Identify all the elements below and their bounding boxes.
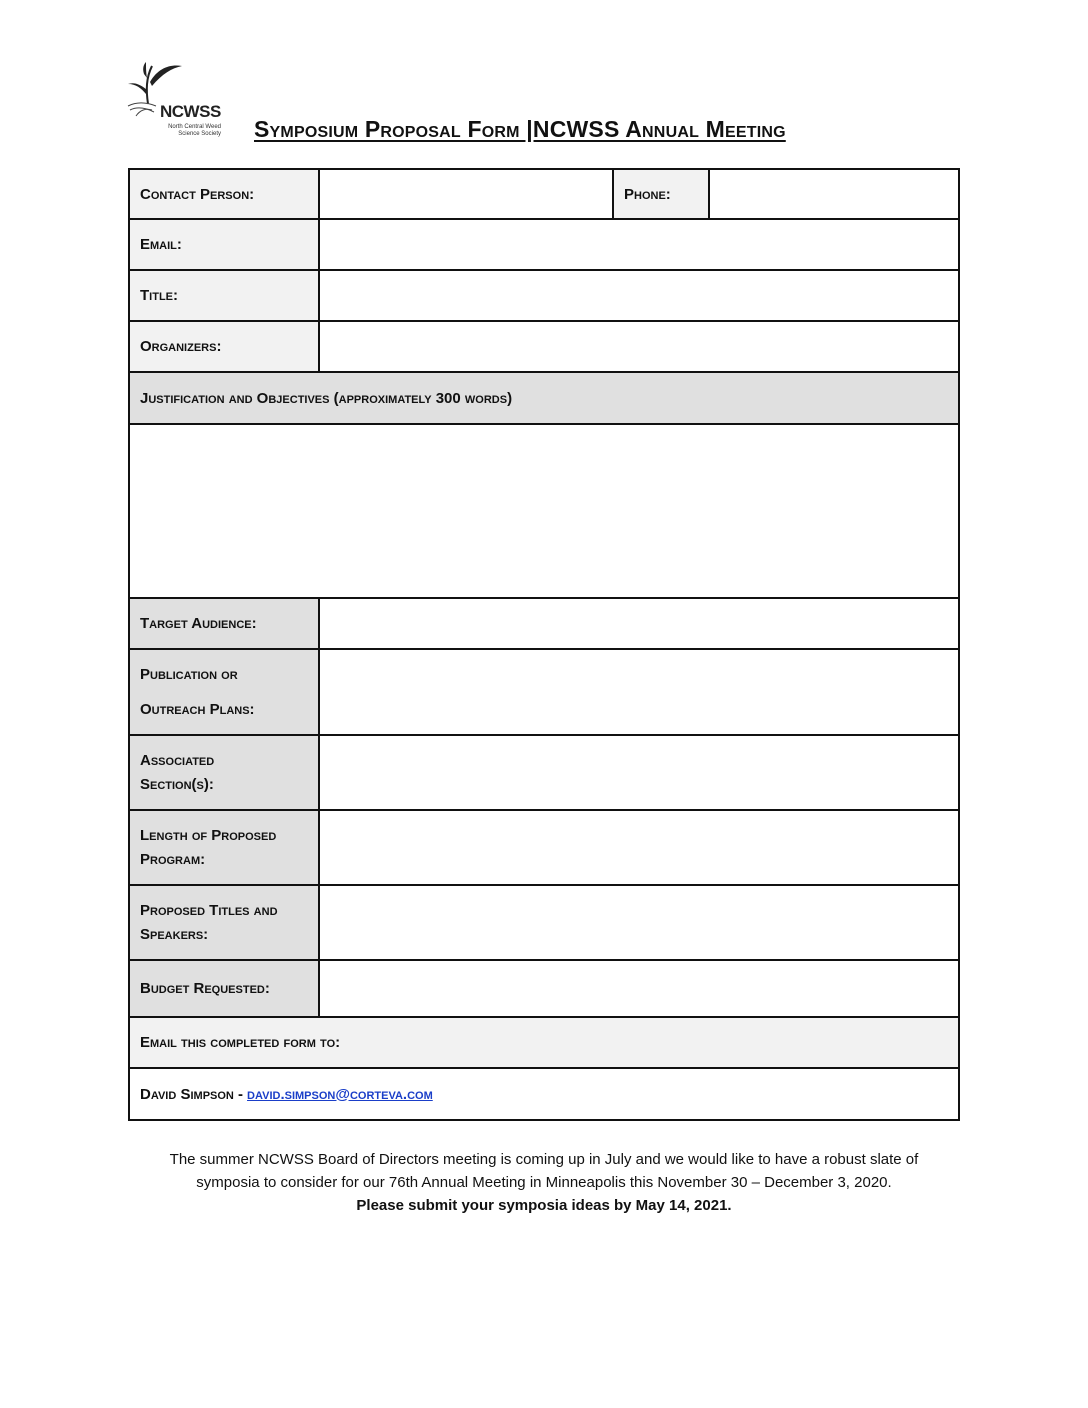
contact-info-row	[128, 1069, 960, 1121]
footer-deadline: Please submit your symposia ideas by May 14, 2021.	[356, 1197, 732, 1214]
budget-row	[128, 961, 960, 1018]
justification-label: Justification and Objectives (approximately 300 words)	[130, 373, 958, 423]
footer-line-2: symposia to consider for our 76th Annual Meeting in Minneapolis this November 30 – December 3, 2020.	[196, 1174, 892, 1191]
logo-subtitle: North Central Weed Science Society	[168, 124, 221, 137]
title-field[interactable]	[320, 271, 958, 320]
target-audience-field[interactable]	[320, 599, 958, 648]
justification-field[interactable]	[130, 425, 958, 597]
budget-field[interactable]	[320, 961, 958, 1016]
title-row	[128, 271, 960, 322]
length-label-line1: Length of Proposed	[140, 826, 277, 844]
organizers-label: Organizers:	[130, 322, 320, 371]
logo-wordmark: NCWSS	[160, 102, 221, 121]
speakers-label-line1: Proposed Titles and	[140, 901, 278, 919]
phone-label: Phone:	[612, 170, 710, 218]
contact-name: David Simpson -	[140, 1085, 244, 1103]
length-label-line2: Program:	[140, 850, 206, 868]
footer-note	[128, 1148, 960, 1217]
program-length-field[interactable]	[320, 811, 958, 884]
associated-label-line2: Section(s):	[140, 775, 214, 793]
email-field[interactable]	[320, 220, 958, 269]
speakers-row	[128, 886, 960, 961]
associated-sections-field[interactable]	[320, 736, 958, 809]
proposal-form	[128, 168, 960, 1121]
contact-row	[128, 168, 960, 220]
page-title: Symposium Proposal Form |NCWSS Annual Meeting	[254, 116, 786, 142]
publication-label-line1: Publication or	[140, 666, 238, 683]
contact-person-field[interactable]	[320, 170, 612, 218]
target-audience-row	[128, 599, 960, 650]
email-to-label: Email this completed form to:	[130, 1018, 958, 1067]
publication-label-line2: Outreach Plans:	[140, 701, 255, 718]
program-length-row	[128, 811, 960, 886]
organizers-field[interactable]	[320, 322, 958, 371]
organizers-row	[128, 322, 960, 373]
associated-sections-row	[128, 736, 960, 811]
contact-info	[130, 1069, 958, 1119]
justification-header-row	[128, 373, 960, 425]
speakers-field[interactable]	[320, 886, 958, 959]
title-label: Title:	[130, 271, 320, 320]
phone-field[interactable]	[710, 170, 958, 218]
email-to-row	[128, 1018, 960, 1069]
target-audience-label: Target Audience:	[130, 599, 320, 648]
publication-row	[128, 650, 960, 736]
email-row	[128, 220, 960, 271]
speakers-label-line2: Speakers:	[140, 925, 209, 943]
publication-label	[130, 650, 320, 734]
program-length-label	[130, 811, 320, 884]
email-label: Email:	[130, 220, 320, 269]
budget-label: Budget Requested:	[130, 961, 320, 1016]
publication-field[interactable]	[320, 650, 958, 734]
contact-email-link[interactable]: david.simpson@corteva.com	[247, 1085, 433, 1103]
associated-sections-label	[130, 736, 320, 809]
ncwss-logo	[126, 60, 226, 140]
associated-label-line1: Associated	[140, 751, 215, 769]
footer-line-1: The summer NCWSS Board of Directors meeting is coming up in July and we would like to have a robust slate of	[169, 1151, 919, 1168]
speakers-label	[130, 886, 320, 959]
contact-person-label: Contact Person:	[130, 170, 320, 218]
justification-row	[128, 425, 960, 599]
